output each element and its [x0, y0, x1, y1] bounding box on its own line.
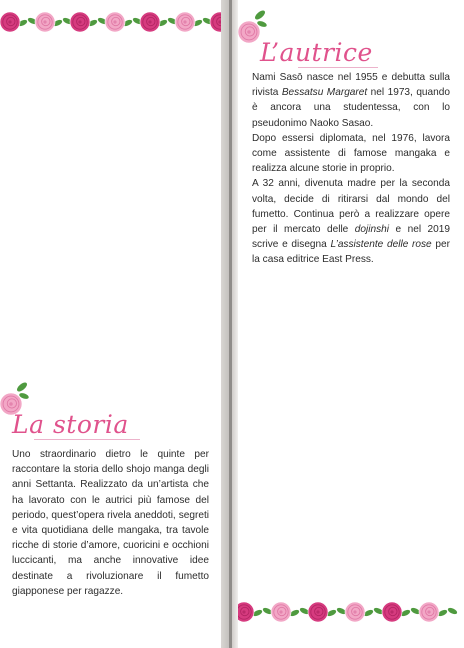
heading-underline	[298, 67, 378, 68]
bio-text: per la casa editrice East Press.	[252, 239, 450, 266]
rose-icon	[308, 602, 328, 622]
leaf-icon	[15, 381, 28, 393]
story-paragraph: Uno straordinario dietro le quinte per raccontare la storia dello shojo manga degli anni Settanta. Realizzato da un’artista che ha lavorato con le autrici più famose del periodo, quest’opera rivela aneddoti, segreti e vita quotidiana delle mangaka, tra tavole ricche di storie d’amore, cuoricini e occhioni luccicanti, ma anche innovative idee destinate a rivoluzionare il fumetto giapponese per ragazze.	[12, 449, 209, 597]
genre-term: dojinshi	[354, 224, 390, 236]
leaf-icon	[447, 607, 458, 616]
rose-icon	[345, 602, 365, 622]
rose-icon	[140, 12, 160, 32]
rose-icon	[238, 602, 254, 622]
bio-text: nel 1973, quando è ancora una studentessa, con lo pseudonimo Naoko Sasao.	[252, 87, 450, 129]
book-title: L’assistente delle rose	[330, 239, 432, 251]
rose-icon	[238, 21, 260, 43]
book-gutter-left	[221, 0, 229, 648]
bio-text: e nel 2019 scrive e disegna	[252, 224, 450, 251]
page-title: La storia	[12, 410, 129, 439]
rose-border-bottom-right	[238, 599, 464, 625]
rose-icon	[175, 12, 195, 32]
bio-paragraph	[252, 70, 450, 131]
rose-icon	[70, 12, 90, 32]
rose-border-top-left	[0, 9, 221, 35]
bio-paragraph	[252, 176, 450, 267]
rose-icon	[419, 602, 439, 622]
story-description	[12, 447, 209, 599]
author-biography	[252, 70, 450, 268]
magazine-title: Bessatsu Margaret	[281, 87, 368, 99]
right-page	[238, 0, 464, 648]
rose-icon	[382, 602, 402, 622]
leaf-icon	[253, 9, 266, 21]
rose-icon	[271, 602, 291, 622]
bio-text: Dopo essersi diplomata, nel 1976, lavora come assistente di famose mangaka e realizza alcune storie in proprio.	[252, 132, 450, 175]
bio-text: Nami Sasō nasce nel 1955 e debutta sulla rivista	[252, 72, 450, 99]
rose-icon	[210, 12, 221, 32]
heading-underline	[34, 439, 140, 440]
left-page	[0, 0, 221, 648]
bio-text: A 32 anni, divenuta madre per la seconda volta, decide di ritirarsi dal mondo del fumetto. Continua però a realizzare opere per il mercato delle	[252, 178, 450, 236]
rose-icon	[0, 12, 20, 32]
page-title: L’autrice	[260, 38, 373, 67]
rose-icon	[105, 12, 125, 32]
rose-icon	[35, 12, 55, 32]
bio-paragraph	[252, 131, 450, 177]
